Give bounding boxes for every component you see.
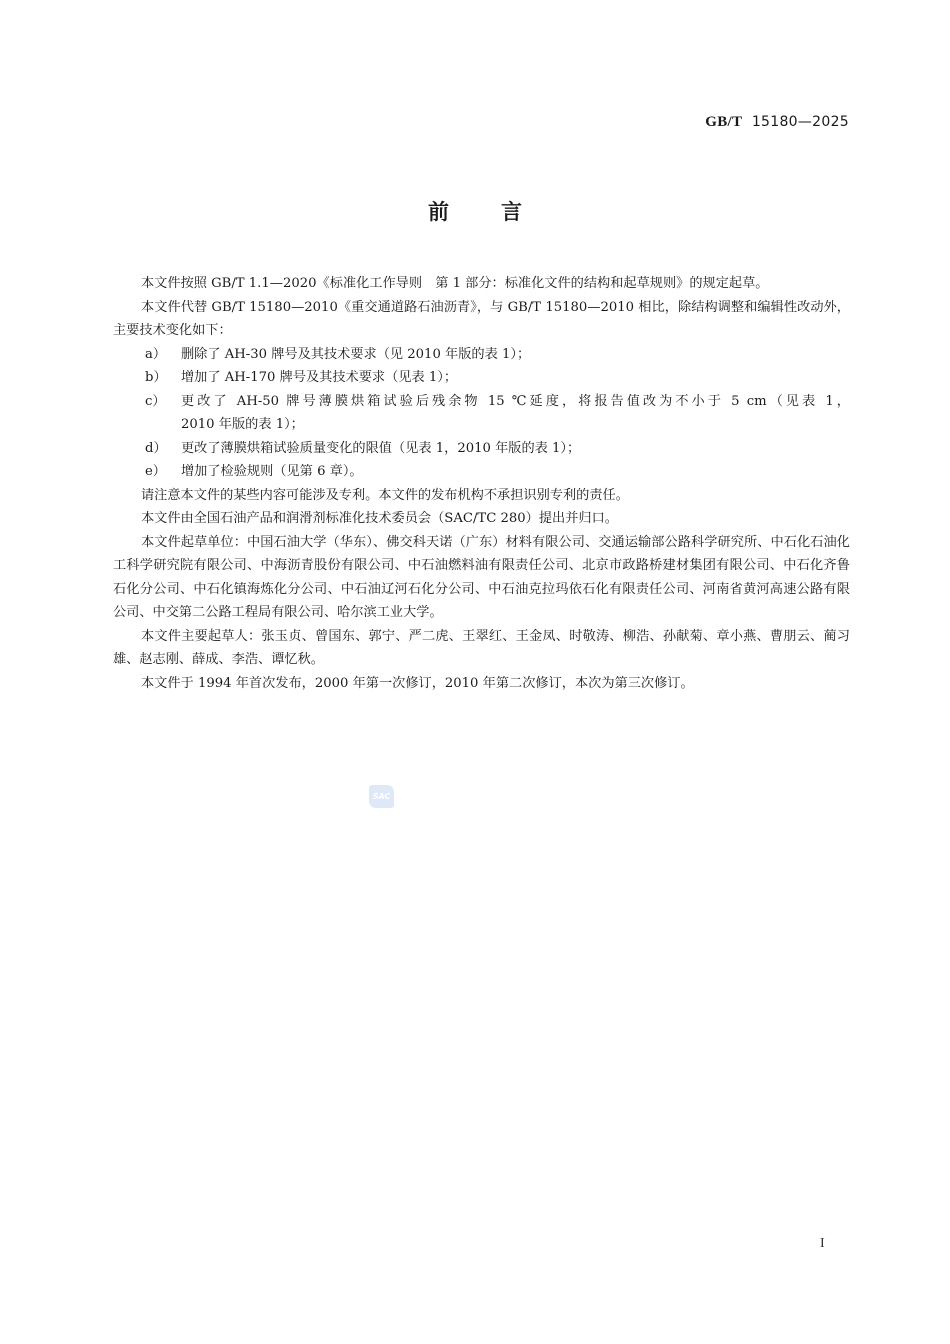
sac-watermark-logo: SAC [369,785,394,808]
page-title: 前言 [428,200,574,224]
paragraph-patent-notice: 请注意本文件的某些内容可能涉及专利。本文件的发布机构不承担识别专利的责任。 [141,487,629,503]
paragraph-drafting-units: 本文件起草单位：中国石油大学（华东）、佛交科天诺（广东）材料有限公司、交通运输部公路科学研究所、中石化石油化工科学研究院有限公司、中海沥青股份有限公司、中石油燃料油有限责任公司、北京市政路桥建材集团有限公司、中石化齐鲁石化分公司、中石化镇海炼化分公司、中石油辽河石化分公司、中石油克拉玛依石化有限责任公司、河南省黄河高速公路有限公司、中交第二公路工程局有限公司、哈尔滨工业大学。 [113,534,850,620]
list-label: d） [145,440,167,456]
list-text [181,390,850,437]
standard-code [705,114,849,131]
list-text-line: 更改了 AH-50 牌号薄膜烘箱试验后残余物 15 ℃延度，将报告值改为不小于 5 cm（见表 1， [181,393,850,409]
standard-number: 15180—2025 [751,114,849,130]
list-text: 更改了薄膜烘箱试验质量变化的限值（见表 1，2010 年版的表 1）； [181,440,581,456]
page-number: I [820,1236,825,1251]
foreword-body [113,272,850,695]
list-item [113,343,850,367]
paragraph-history: 本文件于 1994 年首次发布，2000 年第一次修订，2010 年第二次修订，本次为第三次修订。 [141,675,694,691]
list-label: b） [145,370,167,385]
list-label: a） [145,346,167,362]
list-item [113,390,850,437]
paragraph-drafting-rules: 本文件按照 GB/T 1.1—2020《标准化工作导则 第 1 部分：标准化文件的结构和起草规则》的规定起草。 [141,276,769,291]
list-label: c） [145,393,166,409]
list-text: 增加了 AH-170 牌号及其技术要求（见表 1）； [181,370,458,385]
list-text: 增加了检验规则（见第 6 章）。 [181,464,363,479]
list-text-line: 2010 年版的表 1）； [181,417,304,432]
paragraph-replaces: 本文件代替 GB/T 15180—2010《重交通道路石油沥青》，与 GB/T 15180—2010 相比，除结构调整和编辑性改动外，主要技术变化如下： [113,299,850,338]
list-item [113,437,850,461]
paragraph-proposer: 本文件由全国石油产品和润滑剂标准化技术委员会（SAC/TC 280）提出并归口。 [141,511,618,526]
list-label: e） [145,464,166,479]
list-text: 删除了 AH-30 牌号及其技术要求（见 2010 年版的表 1）； [181,346,531,362]
list-item [113,366,850,390]
list-item [113,460,850,484]
standard-prefix: GB/T [705,114,743,130]
paragraph-drafters: 本文件主要起草人：张玉贞、曾国东、郭宁、严二虎、王翠红、王金凤、时敬涛、柳浩、孙献菊、章小燕、曹朋云、蔺习雄、赵志刚、薛成、李浩、谭忆秋。 [113,628,850,667]
